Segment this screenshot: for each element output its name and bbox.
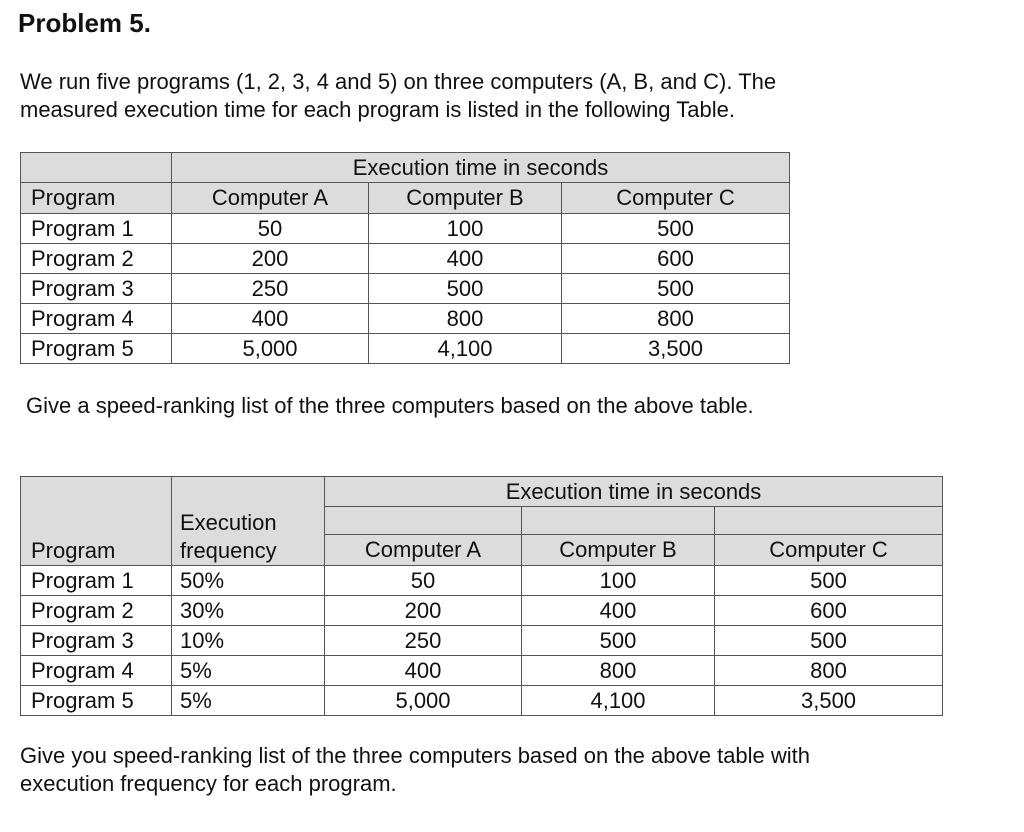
- frequency-cell: 5%: [172, 656, 325, 686]
- value-cell: 3,500: [562, 334, 790, 364]
- table-row: [21, 566, 943, 596]
- group-header: Execution time in seconds: [325, 477, 943, 507]
- value-cell: 500: [562, 214, 790, 244]
- problem-title: Problem 5.: [18, 8, 151, 38]
- value-cell: 400: [172, 304, 369, 334]
- value-cell: 4,100: [369, 334, 562, 364]
- intro-line-2: measured execution time for each program is listed in the following Table.: [20, 97, 735, 122]
- header-blank-cell: [522, 507, 715, 535]
- value-cell: 800: [522, 656, 715, 686]
- column-header-program: Program: [21, 183, 172, 214]
- frequency-cell: 30%: [172, 596, 325, 626]
- value-cell: 500: [562, 274, 790, 304]
- question-1: Give a speed-ranking list of the three computers based on the above table.: [26, 393, 754, 418]
- table-row: [21, 596, 943, 626]
- value-cell: 500: [522, 626, 715, 656]
- column-header-computer-c: Computer C: [715, 535, 943, 566]
- column-header-program: Program: [21, 477, 172, 566]
- program-cell: Program 1: [21, 214, 172, 244]
- weighted-execution-table: [20, 476, 943, 716]
- value-cell: 50: [325, 566, 522, 596]
- value-cell: 600: [715, 596, 943, 626]
- column-header-computer-b: Computer B: [369, 183, 562, 214]
- table-header-row: [21, 183, 790, 214]
- value-cell: 500: [715, 626, 943, 656]
- value-cell: 500: [715, 566, 943, 596]
- program-cell: Program 5: [21, 686, 172, 716]
- table-row: [21, 244, 790, 274]
- value-cell: 250: [172, 274, 369, 304]
- program-cell: Program 2: [21, 596, 172, 626]
- value-cell: 800: [369, 304, 562, 334]
- value-cell: 100: [522, 566, 715, 596]
- value-cell: 50: [172, 214, 369, 244]
- program-cell: Program 1: [21, 566, 172, 596]
- program-cell: Program 5: [21, 334, 172, 364]
- value-cell: 400: [369, 244, 562, 274]
- value-cell: 600: [562, 244, 790, 274]
- table-row: [21, 656, 943, 686]
- column-header-computer-a: Computer A: [325, 535, 522, 566]
- execution-time-table: [20, 152, 790, 364]
- value-cell: 500: [369, 274, 562, 304]
- table-row: [21, 214, 790, 244]
- question-2-line-1: Give you speed-ranking list of the three computers based on the above table with: [20, 743, 811, 768]
- value-cell: 4,100: [522, 686, 715, 716]
- value-cell: 250: [325, 626, 522, 656]
- column-header-computer-b: Computer B: [522, 535, 715, 566]
- value-cell: 5,000: [325, 686, 522, 716]
- program-cell: Program 3: [21, 274, 172, 304]
- value-cell: 400: [522, 596, 715, 626]
- value-cell: 100: [369, 214, 562, 244]
- table-row: [21, 304, 790, 334]
- header-blank-cell: [715, 507, 943, 535]
- table-row: [21, 334, 790, 364]
- column-header-computer-a: Computer A: [172, 183, 369, 214]
- value-cell: 3,500: [715, 686, 943, 716]
- table-header-row: [21, 153, 790, 183]
- header-blank-cell: [325, 507, 522, 535]
- table-row: [21, 686, 943, 716]
- frequency-cell: 5%: [172, 686, 325, 716]
- column-header-frequency: Execution frequency: [172, 477, 325, 566]
- program-cell: Program 4: [21, 304, 172, 334]
- column-header-computer-c: Computer C: [562, 183, 790, 214]
- value-cell: 200: [172, 244, 369, 274]
- value-cell: 800: [562, 304, 790, 334]
- value-cell: 200: [325, 596, 522, 626]
- question-2-line-2: execution frequency for each program.: [20, 771, 397, 796]
- program-cell: Program 3: [21, 626, 172, 656]
- program-cell: Program 4: [21, 656, 172, 686]
- program-cell: Program 2: [21, 244, 172, 274]
- intro-line-1: We run five programs (1, 2, 3, 4 and 5) on three computers (A, B, and C). The: [20, 69, 777, 94]
- value-cell: 400: [325, 656, 522, 686]
- frequency-cell: 50%: [172, 566, 325, 596]
- table-header-row: [21, 477, 943, 507]
- group-header: Execution time in seconds: [172, 153, 790, 183]
- value-cell: 5,000: [172, 334, 369, 364]
- table-row: [21, 274, 790, 304]
- header-blank-cell: [21, 153, 172, 183]
- value-cell: 800: [715, 656, 943, 686]
- table-row: [21, 626, 943, 656]
- frequency-cell: 10%: [172, 626, 325, 656]
